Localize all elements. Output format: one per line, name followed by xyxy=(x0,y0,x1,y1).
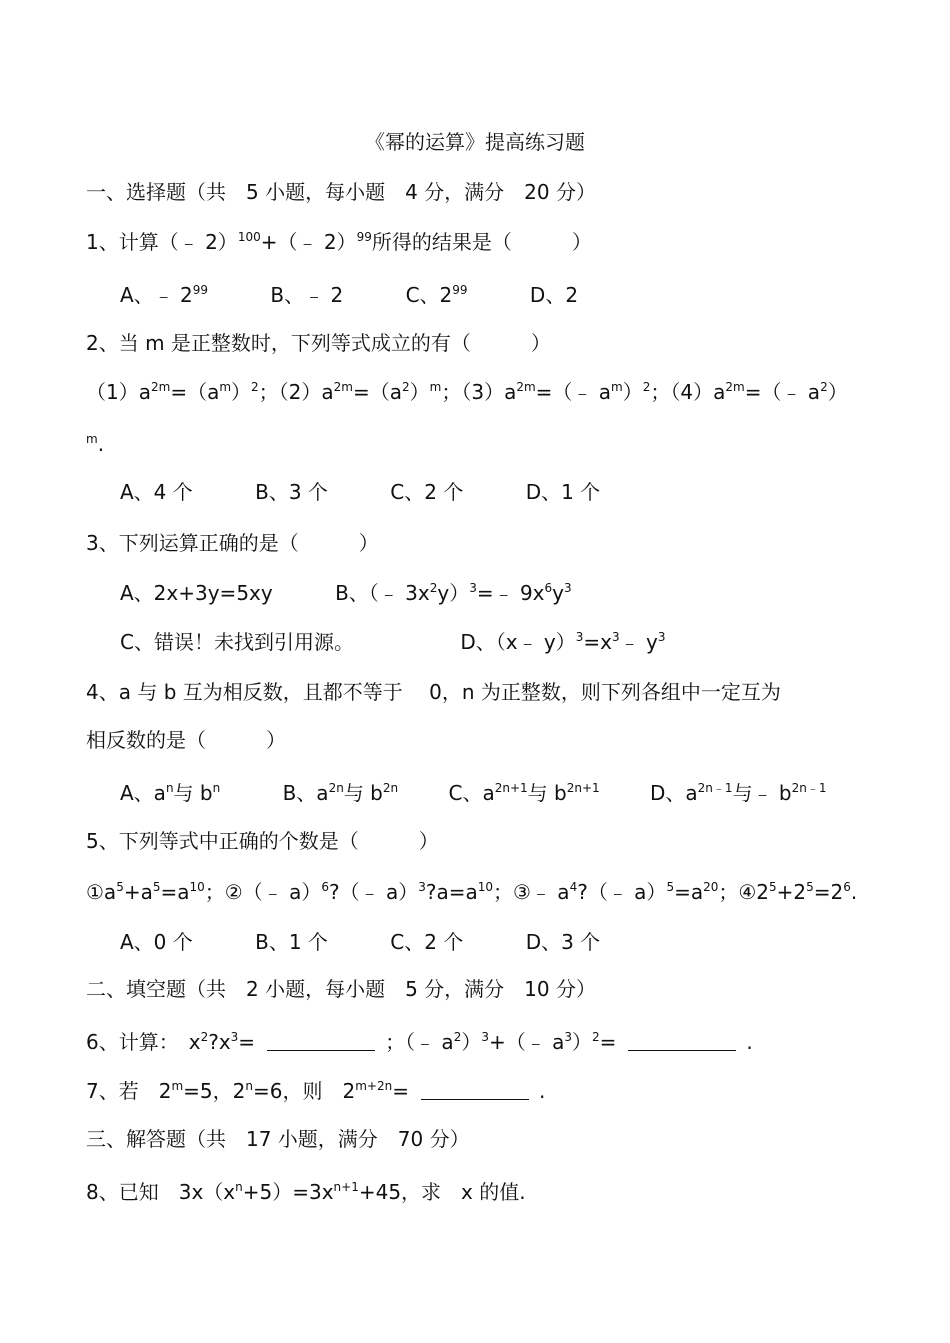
question-4-continuation: 相反数的是（ ） xyxy=(86,728,286,752)
question-5: 5、下列等式中正确的个数是（ ） xyxy=(86,829,439,853)
question-4: 4、a 与 b 互为相反数，且都不等于 0，n 为正整数，则下列各组中一定互为 xyxy=(86,680,781,704)
question-6: 6、计算： $x^2?x^3=$ ；（﹣ $a^2)^3+(﹣$ $a^3)^2=$ . xyxy=(86,1030,753,1054)
question-3-options-ab xyxy=(120,581,572,605)
question-3: 3、下列运算正确的是（ ） xyxy=(86,531,379,555)
question-5-options xyxy=(120,930,600,954)
question-2: 2、当 m 是正整数时，下列等式成立的有（ ） xyxy=(86,331,551,355)
question-2-continuation: $^m$. xyxy=(86,432,105,456)
question-1: 1、计算（﹣ 2）$^{100}$+（﹣ 2）$^{99}$所得的结果是（ ） xyxy=(86,230,592,254)
option-b: B、（﹣ $3x^2y)^3=﹣$ $9x^6y^3$ xyxy=(335,581,572,605)
section-heading-answer: 三、解答题（共 17 小题，满分 70 分） xyxy=(86,1127,470,1151)
option-a: A、﹣ $2^{99}$ xyxy=(120,283,209,307)
question-2-equations: $(1)a^{2m}=(a^m)^2$；$(2)a^{2m}=(a^2)^m$；$(3)a^{2m}=(﹣$ $a^m)^2$；$(4)a^{2m}=(﹣$ $a^2$） xyxy=(86,380,848,404)
answer-blank-1[interactable] xyxy=(267,1032,375,1051)
option-d: D、$a^{2n﹣1}$与﹣ $b^{2n﹣1}$ xyxy=(650,781,827,805)
option-b: B、$a^{2n}$与 $b^{2n}$ xyxy=(282,781,399,805)
option-b: B、﹣ 2 xyxy=(270,283,344,307)
section-heading-choice: 一、选择题（共 5 小题，每小题 4 分，满分 20 分） xyxy=(86,180,596,204)
option-d: D、2 xyxy=(529,283,579,307)
question-7: 7、若 $2^m=5$，$2^n=6$，则 $2^{m+2n}=$ . xyxy=(86,1079,546,1103)
answer-blank-3[interactable] xyxy=(421,1081,529,1100)
page-title: 《幂的运算》提高练习题 xyxy=(365,130,585,154)
option-c: C、错误！未找到引用源。 xyxy=(120,630,354,654)
question-8: 8、已知 $3x(x^n+5)=3x^{n+1}+45$，求 x 的值. xyxy=(86,1180,526,1204)
option-b: B、1 个 xyxy=(255,930,328,954)
option-a: A、2x+3y=5xy xyxy=(120,581,273,605)
question-4-options xyxy=(120,781,827,805)
option-d: D、1 个 xyxy=(525,480,601,504)
option-d: D、3 个 xyxy=(525,930,601,954)
option-a: A、$a^n$与 $b^n$ xyxy=(120,781,221,805)
question-1-options xyxy=(120,283,578,307)
option-c: C、2 个 xyxy=(390,480,464,504)
option-c: C、$a^{2n+1}$与 $b^{2n+1}$ xyxy=(448,781,600,805)
answer-blank-2[interactable] xyxy=(628,1032,736,1051)
option-a: A、0 个 xyxy=(120,930,193,954)
option-d: D、（x﹣ $y)^3=x^3﹣$ $y^3$ xyxy=(460,630,666,654)
section-heading-fill-in: 二、填空题（共 2 小题，每小题 5 分，满分 10 分） xyxy=(86,977,596,1001)
option-b: B、3 个 xyxy=(255,480,328,504)
option-a: A、4 个 xyxy=(120,480,193,504)
option-c: C、$2^{99}$ xyxy=(405,283,468,307)
question-3-options-cd xyxy=(120,630,665,654)
option-c: C、2 个 xyxy=(390,930,464,954)
question-2-options xyxy=(120,480,600,504)
question-5-statements: $①a^5+a^5=a^{10}$；②（﹣ a）$^6$?（﹣ $a)^3?a=a^{10}$；③﹣ $a^4?(﹣$ $a)^5=a^{20}$；$④2^5+2^5=2^6$. xyxy=(86,880,858,904)
